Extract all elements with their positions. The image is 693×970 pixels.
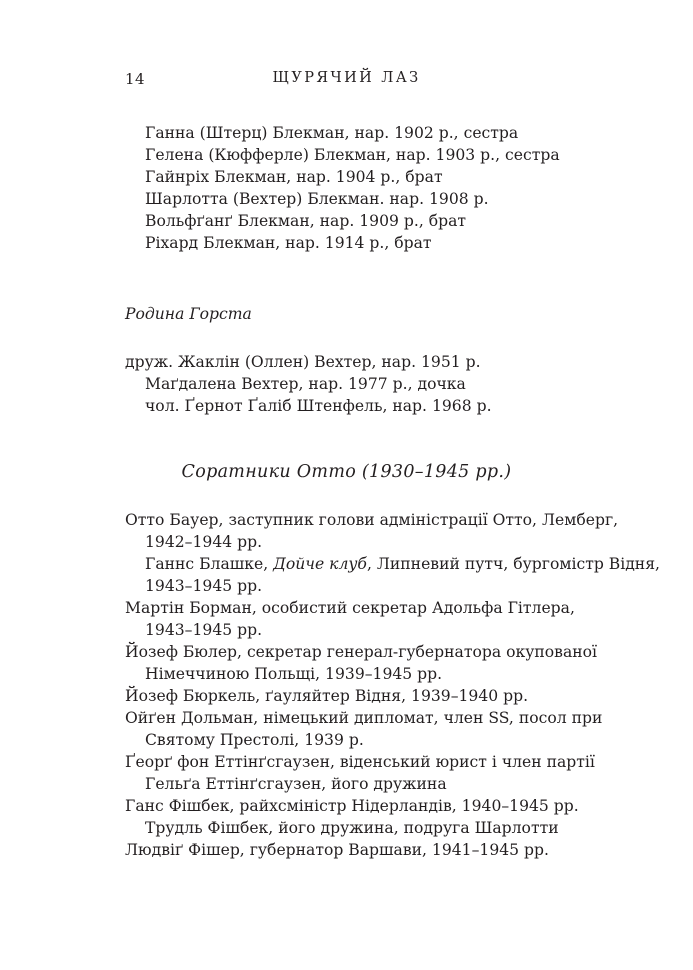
- list-item: Маґдалена Вехтер, нар. 1977 р., дочка: [145, 375, 466, 393]
- list-item: Гелена (Кюфферле) Блекман, нар. 1903 р., сестра: [145, 146, 560, 164]
- list-item: чол. Ґернот Ґаліб Штенфель, нар. 1968 р.: [145, 397, 492, 415]
- list-item: Ґеорґ фон Еттінґсгаузен, віденський юрист і член партії: [125, 753, 595, 771]
- list-item: друж. Жаклін (Оллен) Вехтер, нар. 1951 р.: [125, 353, 481, 371]
- club-name: Дойче клуб: [273, 555, 367, 573]
- list-item: Вольфґанґ Блекман, нар. 1909 р., брат: [145, 212, 467, 230]
- list-item: Гайнріх Блекман, нар. 1904 р., брат: [145, 168, 443, 186]
- list-item: Святому Престолі, 1939 р.: [145, 731, 364, 749]
- page-number: 14: [125, 70, 146, 88]
- list-item: Ріхард Блекман, нар. 1914 р., брат: [145, 234, 432, 252]
- list-item: Йозеф Бюркель, ґауляйтер Відня, 1939–1940 рр.: [125, 687, 529, 705]
- list-item: 1942–1944 рр.: [145, 533, 263, 551]
- list-item: Ойґен Дольман, німецький дипломат, член SS, посол при: [125, 709, 603, 727]
- list-item: Йозеф Бюлер, секретар генерал-губернатора окупованої: [125, 643, 598, 661]
- list-item: 1943–1945 рр.: [145, 621, 263, 639]
- list-item: Мартін Борман, особистий секретар Адольфа Гітлера,: [125, 599, 575, 617]
- text-fragment: , Липневий путч, бургомістр Відня,: [366, 555, 660, 573]
- list-item: Шарлотта (Вехтер) Блекман. нар. 1908 р.: [145, 190, 489, 208]
- list-item: Трудль Фішбек, його дружина, подруга Шарлотти: [145, 819, 559, 837]
- list-item: [145, 553, 660, 575]
- list-item: Людвіґ Фішер, губернатор Варшави, 1941–1945 рр.: [125, 841, 549, 859]
- list-item: Отто Бауер, заступник голови адміністрації Отто, Лемберг,: [125, 511, 619, 529]
- text-fragment: Ганнс Блашке,: [145, 555, 274, 573]
- running-title: ЩУРЯЧИЙ ЛАЗ: [272, 70, 421, 86]
- horst-family-heading: Родина Горста: [125, 305, 252, 323]
- list-item: Німеччиною Польщі, 1939–1945 рр.: [145, 665, 443, 683]
- list-item: 1943–1945 рр.: [145, 577, 263, 595]
- list-item: Ганна (Штерц) Блекман, нар. 1902 р., сестра: [145, 124, 519, 142]
- list-item: Ганс Фішбек, райхсміністр Нідерландів, 1940–1945 рр.: [125, 797, 579, 815]
- list-item: Гельґа Еттінґсгаузен, його дружина: [145, 775, 447, 793]
- associates-heading: Соратники Отто (1930–1945 рр.): [181, 462, 512, 482]
